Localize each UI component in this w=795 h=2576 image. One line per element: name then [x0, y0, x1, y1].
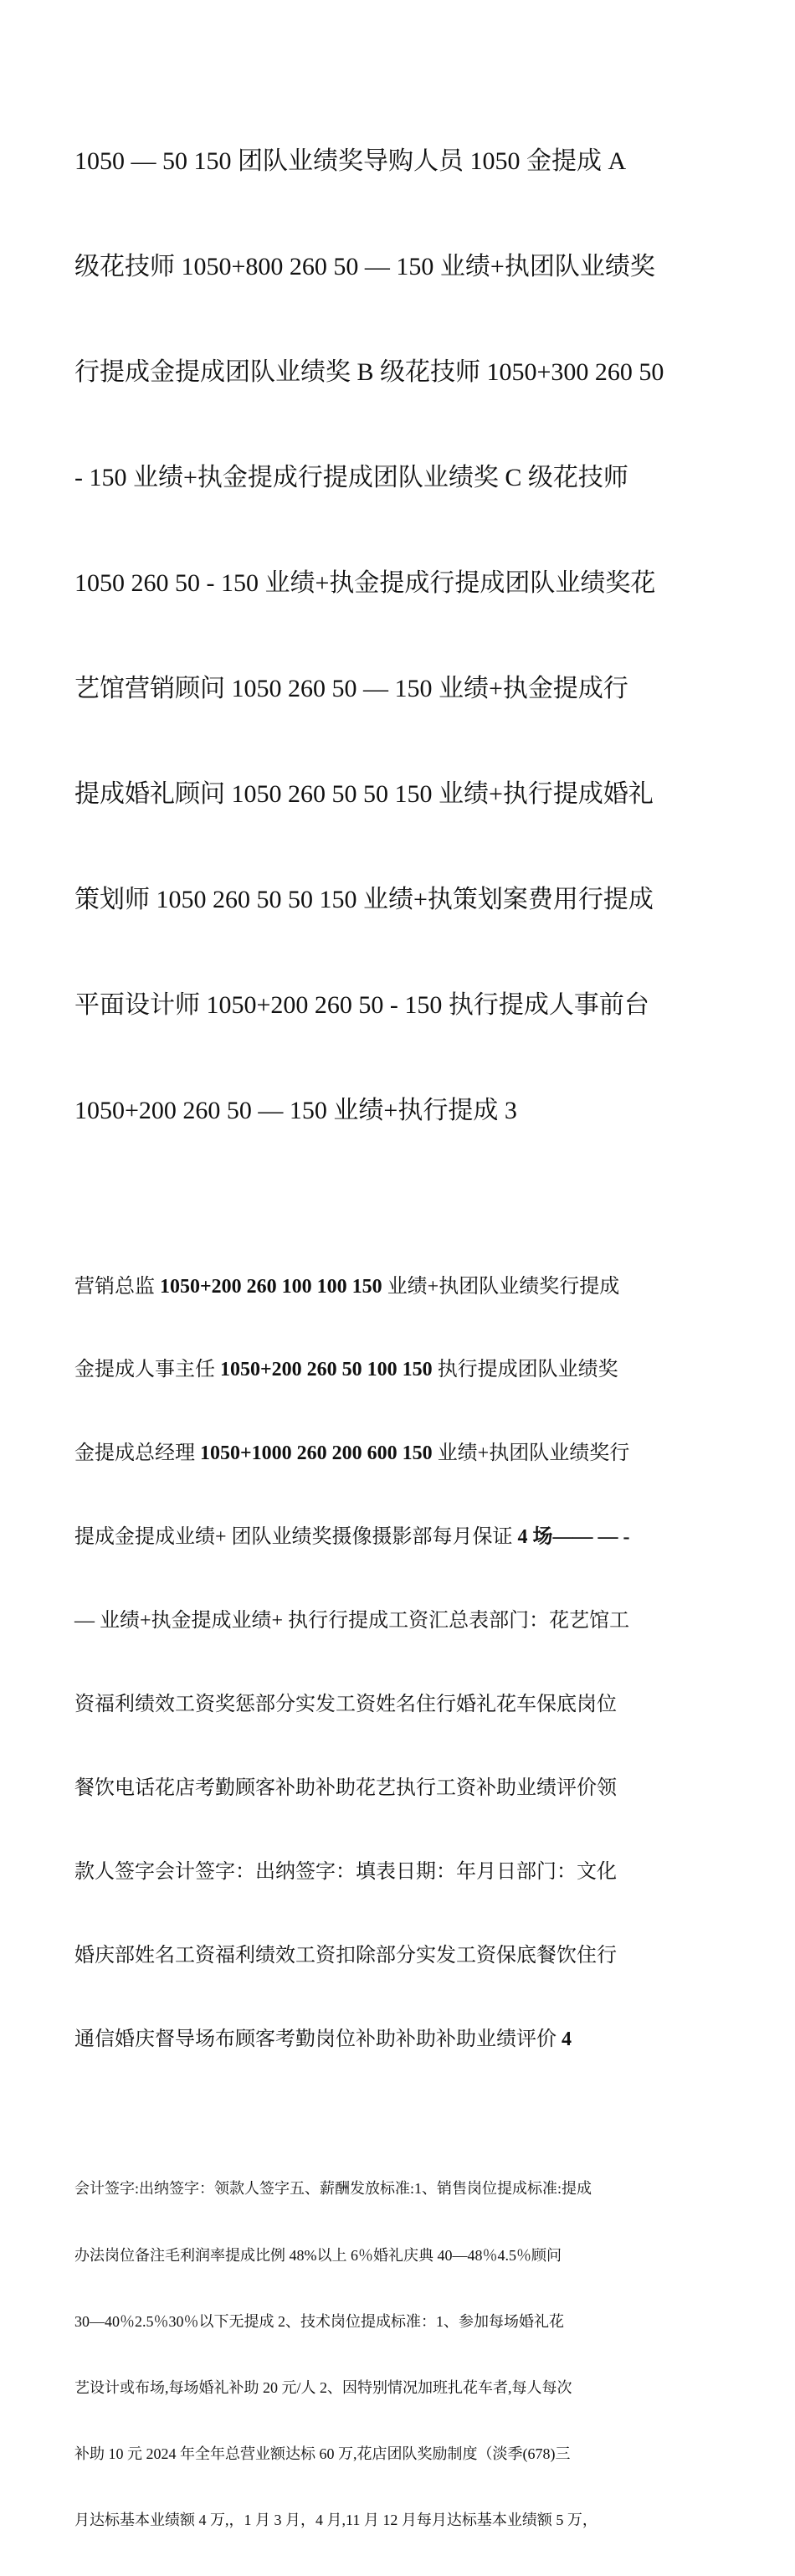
text-run-bold: 1050+1000 260 200 600 150: [200, 1442, 433, 1465]
text-run-bold: 1050+200 260 100 100 150: [160, 1275, 382, 1298]
text-line: [74, 1775, 744, 1802]
text-run-bold: 场—— — -: [527, 1526, 630, 1549]
text-line: [74, 1356, 744, 1384]
document-page: [74, 74, 744, 2576]
text-run: 执行提成团队业绩奖: [432, 1359, 618, 1381]
text-line: 会计签字:出纳签字：领款人签字五、薪酬发放标准:1、销售岗位提成标准:提成: [74, 2180, 592, 2198]
text-run: 提成金提成业绩+ 团队业绩奖摄像摄影部每月保证: [74, 1526, 518, 1549]
text-line: 平面设计师 1050+200 260 50 - 150 执行提成人事前台: [74, 991, 649, 1019]
text-line: [74, 1859, 744, 1886]
text-line: 1050 260 50 - 150 业绩+执金提成行提成团队业绩奖花: [74, 569, 656, 597]
text-line: 30—40％2.5％30％以下无提成 2、技术岗位提成标准：1、参加每场婚礼花: [74, 2312, 564, 2330]
text-line: 提成婚礼顾问 1050 260 50 50 150 业绩+执行提成婚礼: [74, 780, 654, 808]
text-line: [74, 2026, 744, 2054]
text-line: [74, 1440, 744, 1468]
text-run: 营销总监: [74, 1275, 160, 1298]
text-run: 婚庆部姓名工资福利绩效工资扣除部分实发工资保底餐饮住行: [74, 1944, 617, 1967]
text-line: 艺馆营销顾问 1050 260 50 — 150 业绩+执金提成行: [74, 675, 628, 702]
text-line: 补助 10 元 2024 年全年总营业额达标 60 万,花店团队奖励制度（淡季(678)三: [74, 2445, 571, 2463]
text-line: 办法岗位备注毛利润率提成比例 48%以上 6％婚礼庆典 40—48％4.5％顾问: [74, 2246, 562, 2264]
text-run: 业绩+执团队业绩奖行: [432, 1442, 630, 1465]
text-run: 餐饮电话花店考勤顾客补助补助花艺执行工资补助业绩评价领: [74, 1776, 617, 1799]
paragraph-medium: [74, 1217, 744, 2110]
text-run: 金提成人事主任: [74, 1359, 220, 1381]
text-run: — 业绩+执金提成业绩+ 执行行提成工资汇总表部门：花艺馆工: [74, 1610, 630, 1632]
text-run: 通信婚庆督导场布顾客考勤岗位补助补助补助业绩评价: [74, 2028, 562, 2050]
text-line: [74, 1942, 744, 1970]
text-line: 月达标基本业绩额 4 万,，1 月 3 月，4 月,11 月 12 月每月达标基本业绩额 5 万，: [74, 2512, 598, 2529]
text-run-bold: 4: [517, 1526, 528, 1549]
paragraph-large: [74, 74, 744, 1199]
text-line: 级花技师 1050+800 260 50 — 150 业绩+执团队业绩奖: [74, 253, 655, 280]
text-line: 1050 — 50 150 团队业绩奖导购人员 1050 金提成 A: [74, 147, 627, 175]
text-line: [74, 1524, 744, 1551]
text-line: [74, 1273, 744, 1301]
text-run: 金提成总经理: [74, 1442, 200, 1465]
text-line: 行提成金提成团队业绩奖 B 级花技师 1050+300 260 50: [74, 358, 664, 386]
text-line: 艺设计或布场,每场婚礼补助 20 元/人 2、因特别情况加班扎花车者,每人每次: [74, 2378, 572, 2396]
text-line: [74, 1607, 744, 1635]
paragraph-small: [74, 2134, 744, 2576]
text-run: 业绩+执团队业绩奖行提成: [382, 1275, 620, 1298]
text-line: [74, 1691, 744, 1719]
text-run: 款人签字会计签字：出纳签字：填表日期：年月日部门：文化: [74, 1860, 617, 1883]
text-line: - 150 业绩+执金提成行提成团队业绩奖 C 级花技师: [74, 464, 628, 491]
text-line: 1050+200 260 50 — 150 业绩+执行提成 3: [74, 1097, 517, 1124]
text-run: 资福利绩效工资奖惩部分实发工资姓名住行婚礼花车保底岗位: [74, 1694, 617, 1716]
text-run-bold: 4: [562, 2028, 572, 2050]
text-line: 策划师 1050 260 50 50 150 业绩+执策划案费用行提成: [74, 886, 654, 913]
text-run-bold: 1050+200 260 50 100 150: [220, 1359, 433, 1381]
